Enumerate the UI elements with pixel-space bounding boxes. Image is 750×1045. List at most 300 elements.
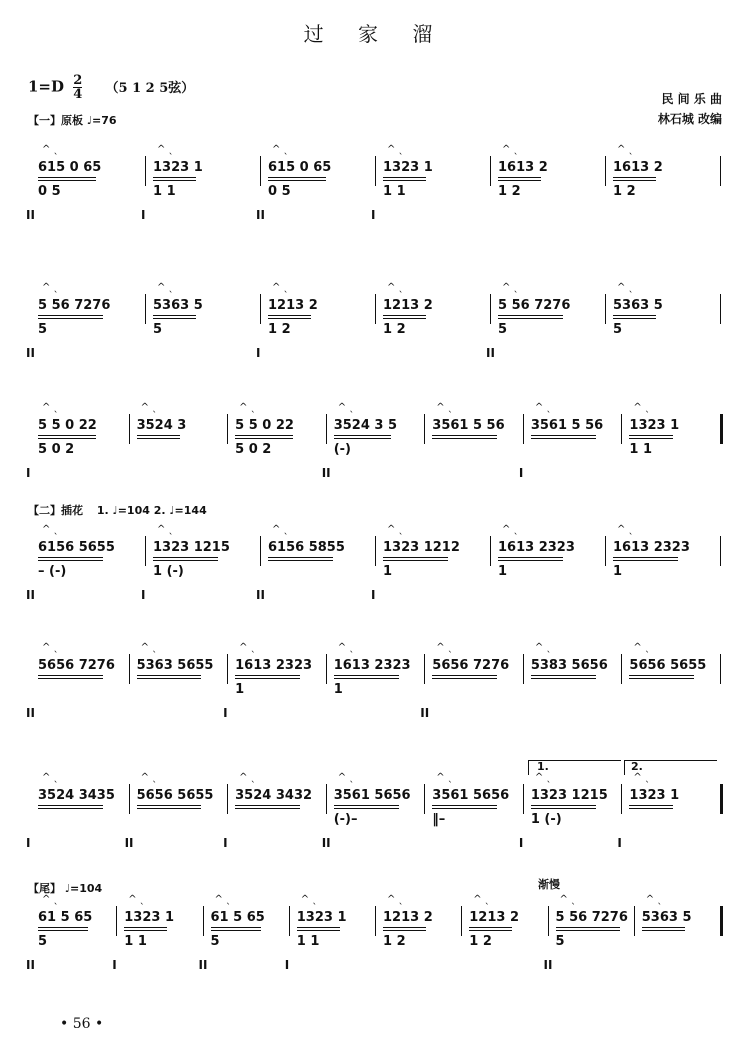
volta-2-bracket xyxy=(624,760,717,775)
measure-upper-notes: 1613 2323 xyxy=(498,540,575,555)
barline xyxy=(116,906,117,936)
barline xyxy=(490,156,491,186)
string-mark: II xyxy=(321,466,331,480)
beam-line xyxy=(642,930,685,931)
measure-lower-notes: 0 5 xyxy=(268,184,291,199)
measure-lower-notes: (-)– xyxy=(333,812,358,827)
barline xyxy=(227,784,228,814)
beam-line xyxy=(629,438,672,439)
ornament-mark: ^ ˎ xyxy=(473,894,490,905)
string-mark: II xyxy=(26,346,35,360)
credit-arranger: 林石城 改编 xyxy=(657,112,722,126)
measure-upper-notes: 5 5 0 22 xyxy=(235,418,294,433)
section-1-label: 【一】原板 xyxy=(28,114,83,127)
barline xyxy=(605,294,606,324)
volta-1-bracket xyxy=(528,760,621,775)
ornament-mark: ^ ˎ xyxy=(140,402,158,413)
measure-lower-notes: 1 xyxy=(235,682,245,697)
ritardando-mark: 渐慢 xyxy=(538,878,560,891)
beam-line xyxy=(613,557,678,558)
barline xyxy=(227,654,228,684)
beam-line xyxy=(268,318,311,319)
measure-upper-notes: 5656 7276 xyxy=(38,658,115,673)
beam-line xyxy=(531,805,596,806)
final-barline xyxy=(720,414,723,444)
barline xyxy=(720,536,721,566)
barline xyxy=(490,536,491,566)
beam-line xyxy=(469,927,512,928)
barline xyxy=(145,536,146,566)
barline xyxy=(621,784,622,814)
beam-line xyxy=(38,318,103,319)
barline xyxy=(424,414,425,444)
measure-upper-notes: 1613 2323 xyxy=(333,658,411,673)
measure-upper-notes: 1323 1215 xyxy=(530,788,608,803)
measure-lower-notes: 1 1 xyxy=(296,934,320,949)
string-mark: I xyxy=(26,836,31,850)
beam-line xyxy=(137,438,180,439)
measure-upper-notes: 1323 1215 xyxy=(153,540,230,555)
measure-lower-notes: 5 xyxy=(210,934,220,949)
beam-line xyxy=(297,927,340,928)
ornament-mark: ^ ˎ xyxy=(436,402,453,413)
barline xyxy=(621,414,622,444)
barline xyxy=(227,414,228,444)
string-mark: I xyxy=(518,836,524,850)
section-1-tempo: ♩=76 xyxy=(86,114,117,127)
measure-upper-notes: 1613 2323 xyxy=(235,658,313,673)
ornament-mark: ^ ˎ xyxy=(502,144,519,155)
ornament-mark: ^ ˎ xyxy=(387,894,404,905)
barline xyxy=(129,414,130,444)
measure-upper-notes: 61 5 65 xyxy=(38,910,93,925)
measure-lower-notes: – (-) xyxy=(38,564,67,579)
beam-line xyxy=(383,560,448,561)
string-mark: II xyxy=(26,208,35,222)
page-number: • 56 • xyxy=(60,1016,104,1032)
beam-line xyxy=(498,315,563,316)
measure-lower-notes: 5 0 2 xyxy=(235,442,272,457)
ornament-mark: ^ ˎ xyxy=(436,642,453,653)
ornament-mark: ^ ˎ xyxy=(272,282,289,293)
beam-line xyxy=(432,675,497,676)
measure-upper-notes: 5363 5 xyxy=(153,298,203,313)
measure-upper-notes: 5656 5655 xyxy=(136,788,214,803)
measure-lower-notes: 5 xyxy=(498,322,508,337)
measure-upper-notes: 3524 3 5 xyxy=(333,418,398,433)
beam-line xyxy=(629,808,672,809)
final-barline xyxy=(720,906,723,936)
string-mark: II xyxy=(26,706,35,720)
measure-upper-notes: 3561 5 56 xyxy=(530,418,604,433)
beam-line xyxy=(469,930,512,931)
beam-line xyxy=(235,808,300,809)
ornament-mark: ^ ˎ xyxy=(617,282,634,293)
ornament-mark: ^ ˎ xyxy=(633,402,650,413)
beam-line xyxy=(383,557,448,558)
volta-1-label: 1. xyxy=(537,760,549,773)
beam-line xyxy=(629,435,672,436)
measure-upper-notes: 3561 5 56 xyxy=(432,418,505,433)
beam-line xyxy=(211,930,261,931)
beam-line xyxy=(498,560,563,561)
measure-lower-notes: 1 xyxy=(498,564,508,579)
beam-line xyxy=(153,315,196,316)
beam-line xyxy=(613,180,656,181)
beam-line xyxy=(531,675,596,676)
section-2-label: 【二】插花 xyxy=(28,504,83,517)
barline xyxy=(203,906,204,936)
barline xyxy=(145,156,146,186)
measure-lower-notes: 1 xyxy=(383,564,393,579)
ornament-mark: ^ ˎ xyxy=(534,772,552,783)
measure-lower-notes: 1 xyxy=(613,564,623,579)
measure-lower-notes: 5 xyxy=(555,934,565,949)
barline xyxy=(461,906,462,936)
beam-line xyxy=(613,315,656,316)
string-mark: I xyxy=(371,588,376,602)
ornament-mark: ^ ˎ xyxy=(239,772,256,783)
barline xyxy=(720,654,721,684)
measure-lower-notes: 5 xyxy=(38,934,48,949)
barline xyxy=(523,414,524,444)
string-mark: I xyxy=(617,836,622,850)
ornament-mark: ^ ˎ xyxy=(42,402,59,413)
string-mark: II xyxy=(256,208,265,222)
barline xyxy=(523,654,524,684)
measure-lower-notes: 5 xyxy=(153,322,163,337)
ornament-mark: ^ ˎ xyxy=(42,524,59,535)
barline xyxy=(720,156,721,186)
beam-line xyxy=(334,438,392,439)
section-2-tempo: 1. ♩=104 2. ♩=144 xyxy=(96,504,207,517)
barline xyxy=(129,654,130,684)
ornament-mark: ^ ˎ xyxy=(239,402,256,413)
tuning-label: （5 1 2 5弦） xyxy=(105,80,195,96)
ornament-mark: ^ ˎ xyxy=(272,524,289,535)
measure-lower-notes: 1 2 xyxy=(268,322,291,337)
beam-line xyxy=(137,675,202,676)
measure-upper-notes: 5363 5655 xyxy=(136,658,214,673)
beam-line xyxy=(383,177,426,178)
beam-line xyxy=(235,435,293,436)
beam-line xyxy=(432,805,497,806)
beam-line xyxy=(498,180,541,181)
beam-line xyxy=(498,177,541,178)
beam-line xyxy=(531,438,596,439)
beam-line xyxy=(38,808,103,809)
beam-line xyxy=(268,315,311,316)
barline xyxy=(145,294,146,324)
measure-upper-notes: 3524 3432 xyxy=(235,788,313,803)
ornament-mark: ^ ˎ xyxy=(42,282,59,293)
barline xyxy=(129,784,130,814)
ornament-mark: ^ ˎ xyxy=(436,772,453,783)
measure-upper-notes: 5656 7276 xyxy=(432,658,510,673)
section-3-label: 【尾】 xyxy=(28,882,61,895)
ornament-mark: ^ ˎ xyxy=(140,772,158,783)
beam-line xyxy=(38,435,96,436)
ornament-mark: ^ ˎ xyxy=(633,642,650,653)
beam-line xyxy=(383,927,426,928)
barline xyxy=(375,536,376,566)
string-mark: I xyxy=(141,208,146,222)
string-mark: II xyxy=(486,346,495,360)
beam-line xyxy=(613,318,656,319)
measure-upper-notes: 1213 2 xyxy=(469,910,520,925)
beam-line xyxy=(153,180,196,181)
beam-line xyxy=(153,318,196,319)
section-2-header xyxy=(28,502,207,518)
beam-line xyxy=(38,180,96,181)
measure-upper-notes: 615 0 65 xyxy=(38,160,102,175)
beam-line xyxy=(531,678,596,679)
beam-line xyxy=(124,927,167,928)
beam-line xyxy=(432,808,497,809)
ornament-mark: ^ ˎ xyxy=(387,282,404,293)
ornament-mark: ^ ˎ xyxy=(157,144,174,155)
beam-line xyxy=(334,675,399,676)
beam-line xyxy=(268,557,333,558)
beam-line xyxy=(211,927,261,928)
measure-lower-notes: 1 1 xyxy=(124,934,147,949)
barline xyxy=(523,784,524,814)
ornament-mark: ^ ˎ xyxy=(42,772,59,783)
string-mark: I xyxy=(223,836,228,850)
beam-line xyxy=(153,557,218,558)
string-mark: I xyxy=(26,466,31,480)
beam-line xyxy=(235,678,300,679)
ornament-mark: ^ ˎ xyxy=(214,894,232,905)
beam-line xyxy=(153,560,218,561)
measure-upper-notes: 3524 3 xyxy=(136,418,187,433)
measure-lower-notes: 1 1 xyxy=(153,184,176,199)
measure-lower-notes: 1 1 xyxy=(629,442,653,457)
measure-upper-notes: 1323 1 xyxy=(383,160,433,175)
measure-lower-notes: 1 2 xyxy=(613,184,636,199)
measure-lower-notes: 1 2 xyxy=(469,934,492,949)
section-3-header xyxy=(28,880,102,896)
measure-upper-notes: 6156 5855 xyxy=(268,540,345,555)
beam-line xyxy=(235,675,300,676)
string-mark: I xyxy=(518,466,524,480)
ornament-mark: ^ ˎ xyxy=(502,524,519,535)
beam-line xyxy=(268,560,333,561)
measure-upper-notes: 1323 1212 xyxy=(383,540,460,555)
ornament-mark: ^ ˎ xyxy=(337,642,355,653)
section-3-tempo: ♩=104 xyxy=(64,882,103,895)
beam-line xyxy=(334,435,392,436)
ornament-mark: ^ ˎ xyxy=(42,144,59,155)
ornament-mark: ^ ˎ xyxy=(157,282,174,293)
barline xyxy=(424,654,425,684)
ornament-mark: ^ ˎ xyxy=(337,772,355,783)
measure-upper-notes: 61 5 65 xyxy=(210,910,265,925)
measure-lower-notes: 1 (-) xyxy=(530,812,562,827)
beam-line xyxy=(235,438,293,439)
measure-upper-notes: 5 56 7276 xyxy=(555,910,628,925)
barline xyxy=(375,156,376,186)
key-label: 1=D xyxy=(28,77,65,96)
beam-line xyxy=(629,805,672,806)
key-signature xyxy=(28,74,194,101)
beam-line xyxy=(38,560,103,561)
measure-upper-notes: 1323 1 xyxy=(629,788,680,803)
ornament-mark: ^ ˎ xyxy=(42,894,59,905)
measure-lower-notes: 5 xyxy=(38,322,48,337)
beam-line xyxy=(531,435,596,436)
ornament-mark: ^ ˎ xyxy=(128,894,145,905)
beam-line xyxy=(629,678,694,679)
beam-line xyxy=(124,930,167,931)
measure-lower-notes: 5 xyxy=(613,322,623,337)
barline xyxy=(720,294,721,324)
ornament-mark: ^ ˎ xyxy=(534,402,552,413)
measure-upper-notes: 1323 1 xyxy=(629,418,680,433)
barline xyxy=(326,414,327,444)
barline xyxy=(605,156,606,186)
string-mark: II xyxy=(256,588,265,602)
beam-line xyxy=(642,927,685,928)
beam-line xyxy=(153,177,196,178)
final-barline xyxy=(720,784,723,814)
string-mark: I xyxy=(256,346,261,360)
beam-line xyxy=(38,927,88,928)
measure-upper-notes: 5 56 7276 xyxy=(38,298,111,313)
string-mark: I xyxy=(112,958,117,972)
ornament-mark: ^ ˎ xyxy=(617,524,634,535)
barline xyxy=(634,906,635,936)
beam-line xyxy=(268,180,326,181)
beam-line xyxy=(137,805,202,806)
section-1-header xyxy=(28,112,117,128)
ornament-mark: ^ ˎ xyxy=(42,642,59,653)
measure-lower-notes: 1 2 xyxy=(498,184,521,199)
string-mark: II xyxy=(26,958,35,972)
measure-lower-notes: ‖– xyxy=(432,812,446,827)
beam-line xyxy=(432,438,497,439)
beam-line xyxy=(38,675,103,676)
string-mark: I xyxy=(284,958,290,972)
beam-line xyxy=(38,678,103,679)
beam-line xyxy=(38,315,103,316)
measure-upper-notes: 5656 5655 xyxy=(629,658,707,673)
measure-lower-notes: 0 5 xyxy=(38,184,61,199)
beam-line xyxy=(556,927,620,928)
string-mark: II xyxy=(543,958,553,972)
ornament-mark: ^ ˎ xyxy=(337,402,355,413)
beam-line xyxy=(137,678,202,679)
time-numerator: 2 xyxy=(73,73,83,88)
measure-upper-notes: 1613 2323 xyxy=(613,540,690,555)
ornament-mark: ^ ˎ xyxy=(633,772,650,783)
beam-line xyxy=(432,678,497,679)
beam-line xyxy=(334,805,399,806)
beam-line xyxy=(383,318,426,319)
time-signature xyxy=(73,74,82,101)
measure-upper-notes: 3524 3435 xyxy=(38,788,115,803)
ornament-mark: ^ ˎ xyxy=(239,642,256,653)
barline xyxy=(375,294,376,324)
barline xyxy=(548,906,549,936)
piece-title: 过 家 溜 xyxy=(303,22,447,46)
beam-line xyxy=(137,808,202,809)
beam-line xyxy=(38,805,103,806)
beam-line xyxy=(629,675,694,676)
barline xyxy=(289,906,290,936)
measure-upper-notes: 5363 5 xyxy=(613,298,663,313)
measure-upper-notes: 3561 5656 xyxy=(432,788,510,803)
string-mark: I xyxy=(223,706,228,720)
beam-line xyxy=(613,560,678,561)
measure-upper-notes: 1213 2 xyxy=(383,298,433,313)
beam-line xyxy=(38,438,96,439)
measure-upper-notes: 5363 5 xyxy=(641,910,692,925)
measure-upper-notes: 5383 5656 xyxy=(530,658,608,673)
measure-upper-notes: 615 0 65 xyxy=(268,160,332,175)
ornament-mark: ^ ˎ xyxy=(502,282,519,293)
beam-line xyxy=(268,177,326,178)
beam-line xyxy=(137,435,180,436)
ornament-mark: ^ ˎ xyxy=(645,894,663,905)
beam-line xyxy=(297,930,340,931)
beam-line xyxy=(531,808,596,809)
beam-line xyxy=(498,318,563,319)
beam-line xyxy=(556,930,620,931)
barline xyxy=(424,784,425,814)
barline xyxy=(605,536,606,566)
measure-lower-notes: 1 2 xyxy=(383,322,406,337)
beam-line xyxy=(334,808,399,809)
measure-lower-notes: 5 0 2 xyxy=(38,442,75,457)
measure-upper-notes: 1213 2 xyxy=(383,910,433,925)
ornament-mark: ^ ˎ xyxy=(534,642,552,653)
measure-upper-notes: 1323 1 xyxy=(153,160,203,175)
time-denominator: 4 xyxy=(73,87,83,102)
beam-line xyxy=(38,930,88,931)
beam-line xyxy=(334,678,399,679)
string-mark: II xyxy=(26,588,35,602)
string-mark: II xyxy=(420,706,430,720)
string-mark: II xyxy=(321,836,331,850)
credit-origin: 民 间 乐 曲 xyxy=(661,92,722,106)
ornament-mark: ^ ˎ xyxy=(387,524,404,535)
ornament-mark: ^ ˎ xyxy=(140,642,158,653)
string-mark: II xyxy=(124,836,134,850)
string-mark: I xyxy=(141,588,146,602)
beam-line xyxy=(38,557,103,558)
barline xyxy=(490,294,491,324)
measure-upper-notes: 3561 5656 xyxy=(333,788,411,803)
ornament-mark: ^ ˎ xyxy=(617,144,634,155)
volta-2-label: 2. xyxy=(631,760,643,773)
measure-upper-notes: 5 5 0 22 xyxy=(38,418,97,433)
beam-line xyxy=(432,435,497,436)
beam-line xyxy=(383,315,426,316)
ornament-mark: ^ ˎ xyxy=(387,144,404,155)
beam-line xyxy=(613,177,656,178)
measure-upper-notes: 1613 2 xyxy=(613,160,663,175)
measure-lower-notes: (-) xyxy=(333,442,351,457)
measure-upper-notes: 1613 2 xyxy=(498,160,548,175)
measure-upper-notes: 1323 1 xyxy=(296,910,347,925)
beam-line xyxy=(383,180,426,181)
barline xyxy=(260,536,261,566)
measure-lower-notes: 1 (-) xyxy=(153,564,184,579)
ornament-mark: ^ ˎ xyxy=(157,524,174,535)
beam-line xyxy=(38,177,96,178)
barline xyxy=(260,156,261,186)
